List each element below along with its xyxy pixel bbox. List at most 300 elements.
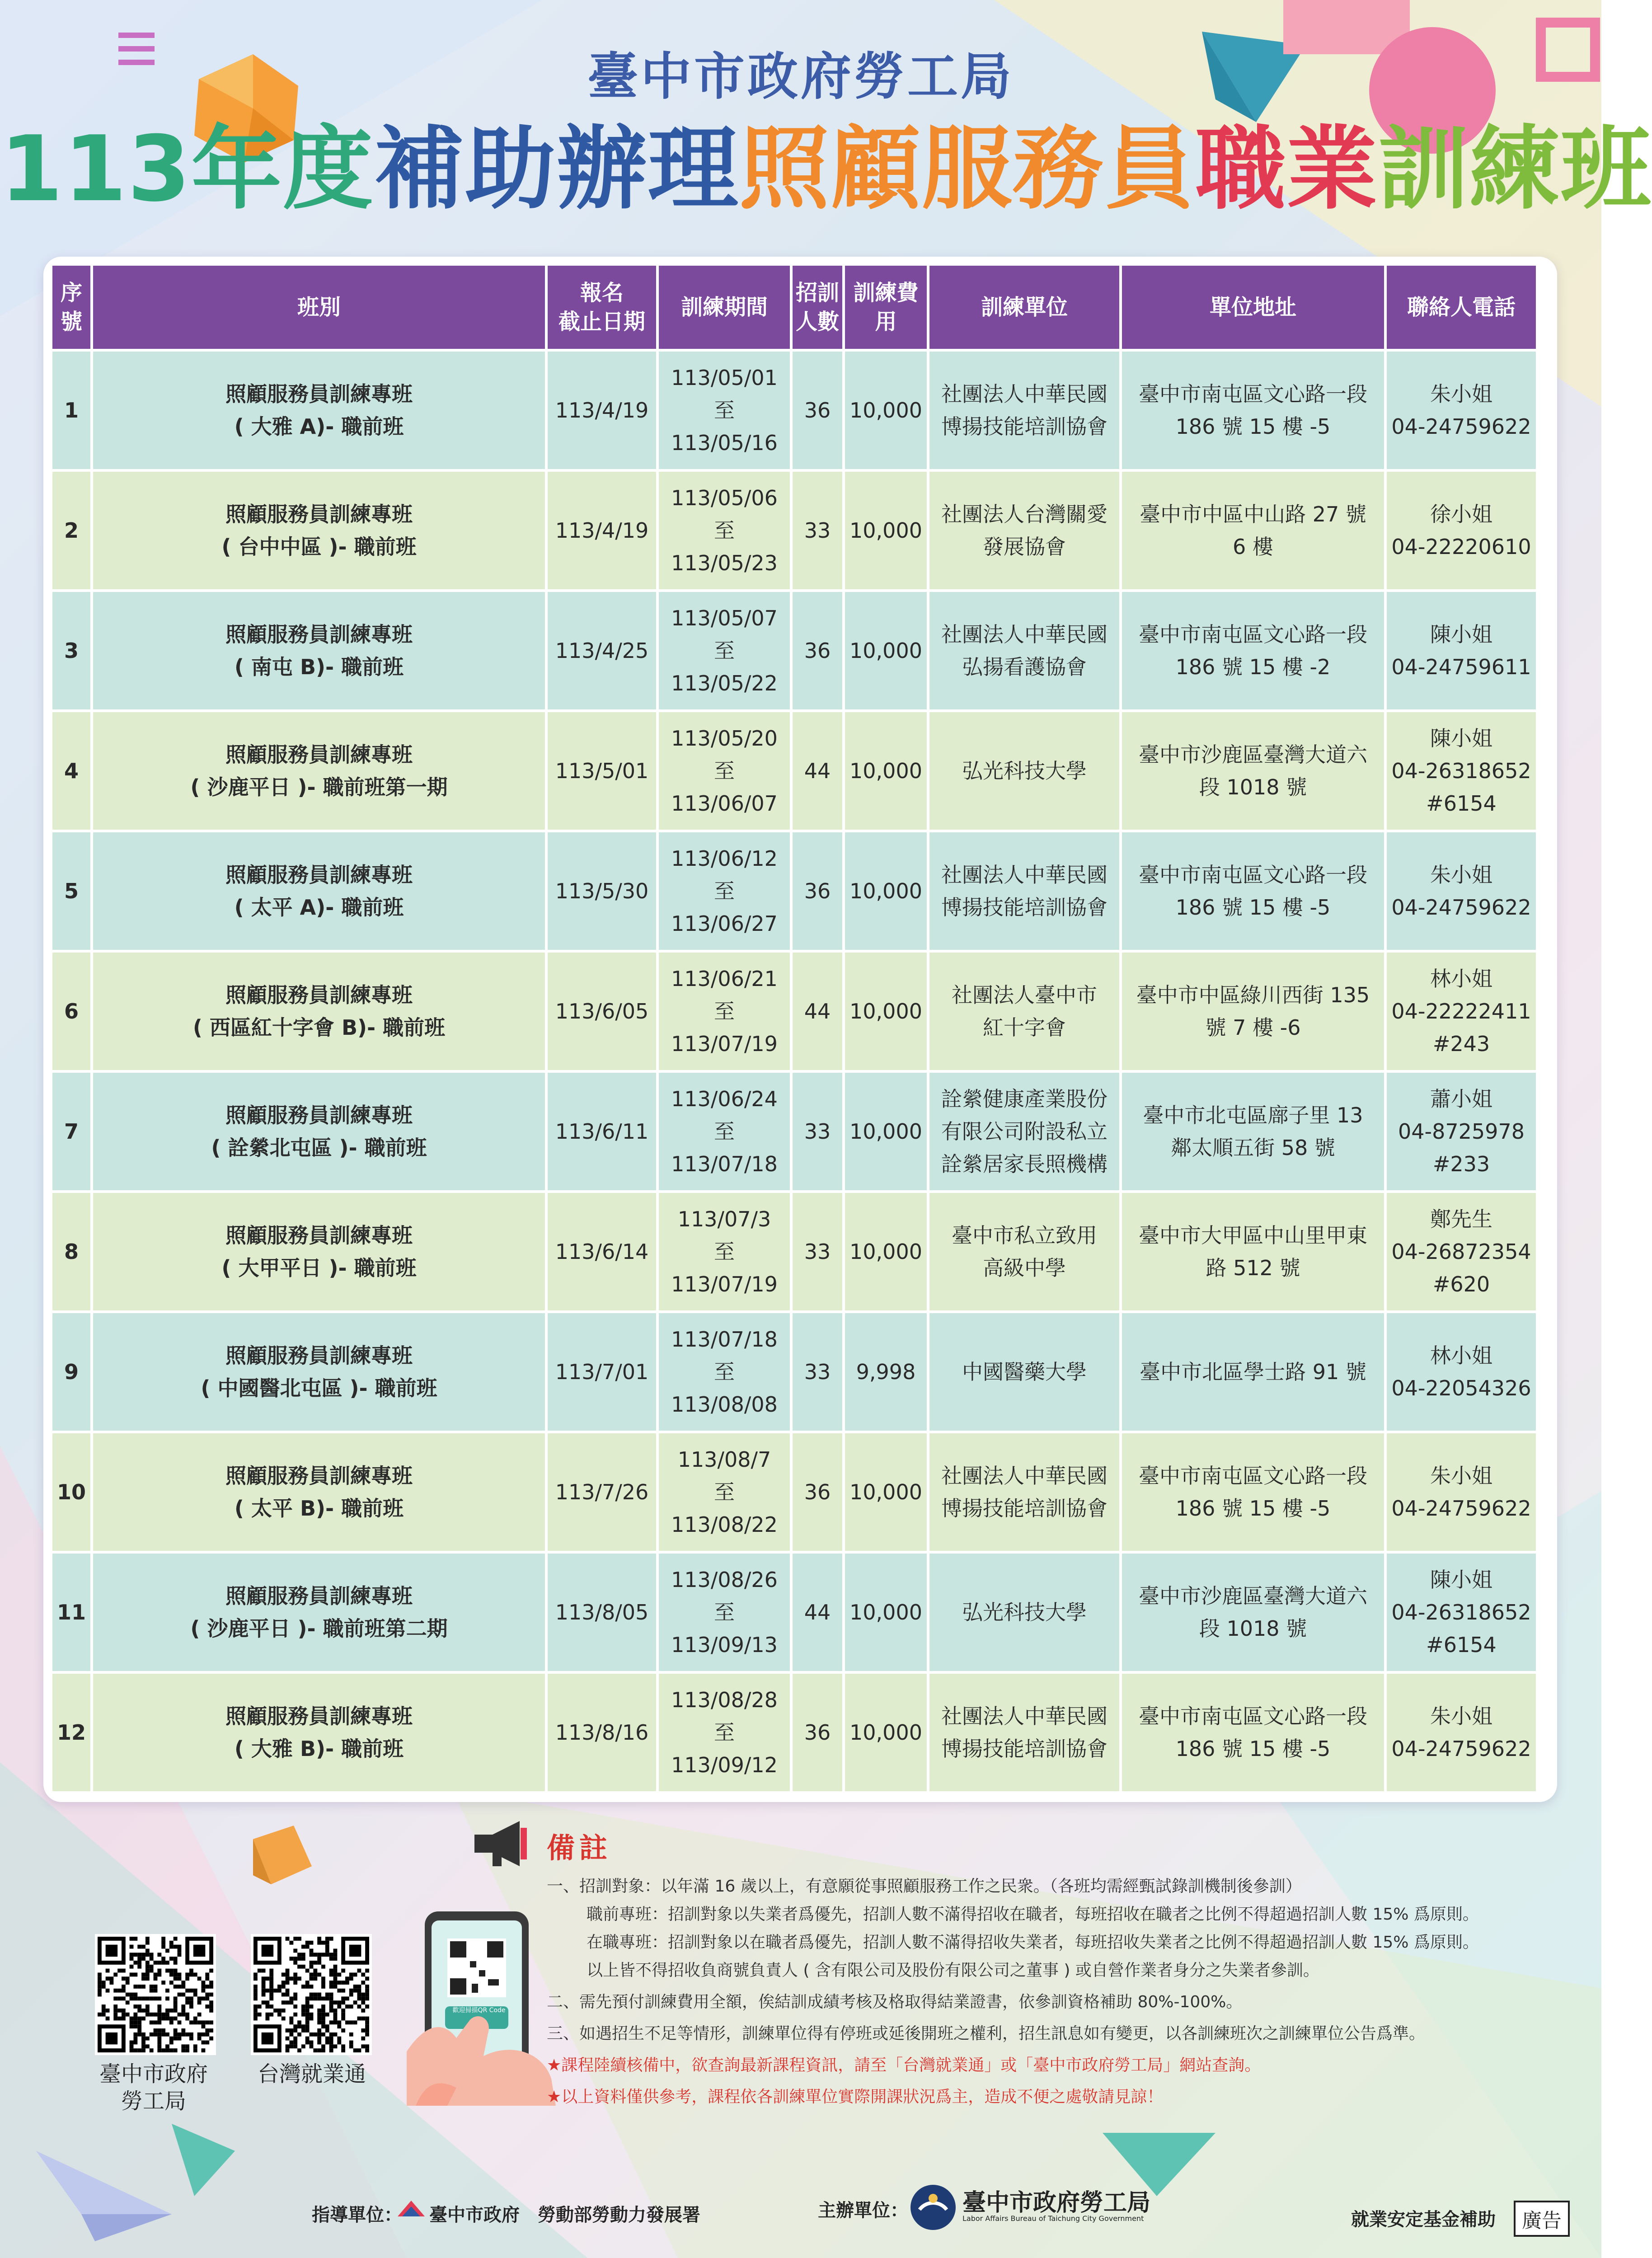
training-unit [929,592,1119,709]
row-number [52,953,90,1070]
deadline [548,712,656,830]
class-name-name2: ( 大雅 B)- 職前班 [234,1737,404,1761]
contact-contact2: 04-22222411 [1391,999,1531,1023]
class-name-name1: 照顧服務員訓練專班 [225,1223,413,1248]
labor-bureau-logo-icon [908,2183,958,2232]
deadline [548,953,656,1070]
seats [793,1193,842,1310]
deadline [548,472,656,589]
row-number [52,1313,90,1431]
contact [1387,953,1536,1070]
row-number [52,352,90,469]
class-name-name2: ( 沙鹿平日 )- 職前班第一期 [190,775,448,799]
host-org-en: Labor Affairs Bureau of Taichung City Government [962,2214,1144,2223]
contact-contact2: 04-22054326 [1391,1376,1531,1400]
unit-address [1122,352,1384,469]
training-unit-unit1: 臺中市私立致用 [951,1223,1097,1248]
unit-address-addr1: 臺中市南屯區文心路一段 [1138,622,1367,647]
contact-contact1: 朱小姐 [1430,1464,1492,1488]
contact-contact1: 朱小姐 [1430,863,1492,887]
seats-seats: 44 [804,1600,831,1624]
class-name-name1: 照顧服務員訓練專班 [225,1103,413,1127]
title-part-year: 113年度 [0,117,374,222]
training-period-start: 113/05/20 [671,726,778,751]
contact-contact1: 朱小姐 [1430,1704,1492,1728]
footer [0,2155,1601,2258]
deadline-deadline: 113/8/16 [555,1720,649,1745]
unit-address-addr1: 臺中市大甲區中山里甲東 [1138,1223,1367,1248]
class-name [93,352,545,469]
title-part-course: 訓練班 [1378,117,1652,222]
row-number-no: 8 [64,1239,79,1264]
table-row [52,1313,1536,1431]
seats [793,832,842,950]
contact [1387,1674,1536,1791]
seats-seats: 36 [804,879,831,903]
training-unit [929,712,1119,830]
class-name [93,1073,545,1190]
training-period-end: 113/07/19 [671,1032,778,1056]
unit-address [1122,1674,1384,1791]
contact-contact1: 徐小姐 [1430,502,1492,526]
note-line-1: 一、招訓對象：以年滿 16 歲以上，有意願從事照顧服務工作之民衆。（各班均需經甄試錄訓機制後參訓） [547,1877,1302,1896]
unit-address-addr2: 號 7 樓 -6 [1205,1015,1301,1040]
fee [845,1554,927,1671]
row-number [52,1073,90,1190]
contact [1387,832,1536,950]
unit-address-addr1: 臺中市中區中山路 27 號 [1140,502,1366,526]
unit-address-addr2: 186 號 15 樓 -5 [1175,895,1331,920]
training-unit-unit1: 中國醫藥大學 [962,1360,1087,1384]
deadline [548,832,656,950]
deadline-deadline: 113/4/19 [555,398,649,422]
training-unit-unit1: 社團法人中華民國 [941,1464,1108,1488]
contact-contact1: 鄭先生 [1430,1207,1492,1231]
training-unit-unit1: 社團法人中華民國 [941,863,1108,887]
training-period-start: 113/05/01 [671,366,778,390]
training-unit-unit2: 有限公司附設私立 [941,1119,1108,1144]
seats [793,1073,842,1190]
training-unit-unit1: 社團法人中華民國 [941,622,1108,647]
class-name-name2: ( 中國醫北屯區 )- 職前班 [201,1376,437,1400]
contact-contact3: #6154 [1426,1633,1497,1657]
contact-contact3: #233 [1432,1152,1490,1176]
unit-address-addr2: 6 樓 [1233,535,1273,559]
seats-seats: 44 [804,759,831,783]
training-period-end: 113/06/07 [671,791,778,816]
training-unit [929,1073,1119,1190]
table-row [52,592,1536,709]
training-period-start: 113/08/28 [671,1688,778,1712]
seats-seats: 33 [804,1119,831,1144]
row-number-no: 12 [57,1720,86,1745]
training-period [659,1193,790,1310]
unit-address-addr1: 臺中市南屯區文心路一段 [1138,1704,1367,1728]
seats-seats: 33 [804,1360,831,1384]
deadline [548,1674,656,1791]
note-line-6: 三、如遇招生不足等情形，訓練單位得有停班或延後開班之權利，招生訊息如有變更，以各訓練班次之訓練單位公告爲準。 [547,2024,1426,2043]
training-unit [929,832,1119,950]
row-number [52,712,90,830]
class-name [93,592,545,709]
fee-fee: 10,000 [849,1480,922,1504]
labor-bureau-label-line1: 臺中市政府 [99,2061,208,2087]
contact [1387,592,1536,709]
training-period-start: 113/07/18 [671,1327,778,1352]
unit-address-addr2: 鄰太順五街 58 號 [1171,1136,1335,1160]
fee [845,1073,927,1190]
training-period [659,1073,790,1190]
unit-address-addr2: 路 512 號 [1206,1256,1300,1280]
unit-address-addr2: 186 號 15 樓 -5 [1175,1496,1331,1521]
training-unit-unit1: 社團法人中華民國 [941,382,1108,406]
class-name-name1: 照顧服務員訓練專班 [225,1584,413,1608]
class-name-name1: 照顧服務員訓練專班 [225,382,413,406]
training-period [659,1433,790,1551]
labor-bureau-label-line2: 勞工局 [121,2089,186,2114]
fee [845,472,927,589]
unit-address [1122,712,1384,830]
megaphone-icon [470,1819,538,1868]
guidance-label: 指導單位： [312,2205,402,2225]
contact-contact1: 陳小姐 [1430,726,1492,751]
seats-seats: 33 [804,1239,831,1264]
class-name [93,1193,545,1310]
row-number-no: 1 [64,398,79,422]
training-unit [929,1554,1119,1671]
seats-seats: 36 [804,398,831,422]
training-period [659,1554,790,1671]
unit-address-addr1: 臺中市南屯區文心路一段 [1138,1464,1367,1488]
unit-address-addr1: 臺中市南屯區文心路一段 [1138,382,1367,406]
fee [845,1433,927,1551]
fee [845,352,927,469]
ad-label: 廣告 [1514,2201,1570,2237]
title-part-vocational: 職業 [1195,117,1378,222]
training-period-start: 113/05/07 [671,606,778,630]
contact-contact2: 04-26318652 [1391,759,1531,783]
table-row [52,1073,1536,1190]
contact-contact3: #620 [1432,1272,1490,1296]
unit-address-addr2: 186 號 15 樓 -2 [1175,655,1331,679]
training-period [659,1674,790,1791]
class-name-name1: 照顧服務員訓練專班 [225,983,413,1007]
row-number-no: 9 [64,1360,79,1384]
class-name [93,1674,545,1791]
unit-address [1122,1073,1384,1190]
class-name [93,1433,545,1551]
training-period-to: 至 [714,1119,735,1144]
training-period-to: 至 [714,759,735,783]
fee [845,1313,927,1431]
taichung-logo-icon [398,2198,425,2221]
unit-address-addr2: 186 號 15 樓 -5 [1175,1737,1331,1761]
contact [1387,1073,1536,1190]
training-period-to: 至 [714,1480,735,1504]
training-unit [929,472,1119,589]
seats-seats: 36 [804,1720,831,1745]
seats [793,1674,842,1791]
fee-fee: 10,000 [849,518,922,543]
fee-fee: 10,000 [849,1119,922,1144]
row-number-no: 11 [57,1600,86,1624]
note-line-5: 二、需先預付訓練費用全額，俟結訓成績考核及格取得結業證書，依參訓資格補助 80%-100%。 [547,1993,1243,2011]
contact-contact1: 林小姐 [1430,967,1492,991]
class-name-name1: 照顧服務員訓練專班 [225,1464,413,1488]
seats [793,1313,842,1431]
deadline-deadline: 113/6/14 [555,1239,649,1264]
row-number-no: 2 [64,518,79,543]
unit-address-addr2: 186 號 15 樓 -5 [1175,414,1331,439]
header-address: 單位地址 [1122,266,1384,349]
unit-address [1122,953,1384,1070]
contact-contact1: 蕭小姐 [1430,1087,1492,1111]
seats-seats: 36 [804,1480,831,1504]
training-period-to: 至 [714,1360,735,1384]
fee-fee: 10,000 [849,1239,922,1264]
note-star-2: ★以上資料僅供參考，課程依各訓練單位實際開課狀況爲主，造成不便之處敬請見諒！ [547,2088,1164,2106]
row-number [52,1433,90,1551]
unit-address [1122,1554,1384,1671]
training-unit-unit1: 社團法人台灣關愛 [941,502,1108,526]
unit-address-addr1: 臺中市沙鹿區臺灣大道六 [1138,1584,1367,1608]
contact-contact2: 04-8725978 [1398,1119,1525,1144]
contact-contact2: 04-22220610 [1391,535,1531,559]
fee [845,1193,927,1310]
deadline-deadline: 113/4/19 [555,518,649,543]
labor-bureau-qr-code[interactable] [95,1934,216,2055]
contact [1387,472,1536,589]
title-part-subsidy: 補助辦理 [374,117,739,222]
table-row [52,1674,1536,1791]
table-row [52,1433,1536,1551]
fee-fee: 10,000 [849,759,922,783]
training-unit-unit3: 詮縈居家長照機構 [941,1152,1108,1176]
table-header-row [52,266,1536,349]
training-period [659,953,790,1070]
training-unit-unit2: 弘揚看護協會 [962,655,1087,679]
taiwanjobs-qr-code[interactable] [251,1934,372,2055]
training-period-start: 113/08/7 [677,1447,771,1472]
contact [1387,1433,1536,1551]
deadline [548,1313,656,1431]
training-period-to: 至 [714,638,735,663]
header-period: 訓練期間 [659,266,790,349]
header-contact: 聯絡人電話 [1387,266,1536,349]
header-no: 序 號 [52,266,90,349]
training-period-end: 113/09/13 [671,1633,778,1657]
class-name-name2: ( 詮縈北屯區 )- 職前班 [211,1136,427,1160]
training-unit-unit1: 詮縈健康產業股份 [941,1087,1108,1111]
training-unit-unit2: 博揚技能培訓協會 [941,1496,1108,1521]
class-name-name2: ( 大甲平日 )- 職前班 [221,1256,417,1280]
contact-contact1: 林小姐 [1430,1343,1492,1368]
deadline [548,592,656,709]
training-period [659,472,790,589]
seats [793,1554,842,1671]
contact-contact2: 04-24759622 [1391,895,1531,920]
header-fee: 訓練費 用 [845,266,927,349]
contact [1387,352,1536,469]
training-unit [929,1313,1119,1431]
class-name [93,1313,545,1431]
fee-fee: 10,000 [849,398,922,422]
class-name-name1: 照顧服務員訓練專班 [225,1343,413,1368]
row-number [52,1674,90,1791]
row-number [52,592,90,709]
training-period-end: 113/05/23 [671,551,778,575]
fee [845,953,927,1070]
class-name [93,712,545,830]
seats [793,592,842,709]
class-name-name1: 照顧服務員訓練專班 [225,1704,413,1728]
fee-fee: 10,000 [849,999,922,1023]
training-period-to: 至 [714,398,735,422]
deadline-deadline: 113/6/05 [555,999,649,1023]
seats-seats: 44 [804,999,831,1023]
training-unit-unit2: 高級中學 [982,1256,1066,1280]
row-number [52,832,90,950]
class-name [93,472,545,589]
contact [1387,712,1536,830]
unit-address [1122,1433,1384,1551]
training-unit [929,1433,1119,1551]
table-row [52,1193,1536,1310]
contact [1387,1554,1536,1671]
class-name-name2: ( 台中中區 )- 職前班 [221,535,417,559]
taiwanjobs-qr-label: 台灣就業通 [257,2061,366,2087]
training-unit-unit1: 社團法人中華民國 [941,1704,1108,1728]
contact-contact3: #6154 [1426,791,1497,816]
training-unit-unit1: 弘光科技大學 [962,759,1087,783]
training-period-to: 至 [714,518,735,543]
contact-contact2: 04-24759611 [1391,655,1531,679]
training-unit [929,1193,1119,1310]
class-name-name2: ( 太平 A)- 職前班 [234,895,404,920]
class-name-name1: 照顧服務員訓練專班 [225,742,413,767]
seats-seats: 36 [804,638,831,663]
schedule-card [43,257,1557,1802]
unit-address [1122,592,1384,709]
class-name-name2: ( 沙鹿平日 )- 職前班第二期 [190,1616,448,1641]
row-number [52,1554,90,1671]
row-number-no: 5 [64,879,79,903]
class-name-name2: ( 太平 B)- 職前班 [234,1496,404,1521]
schedule-table [50,263,1539,1794]
training-period-end: 113/06/27 [671,911,778,936]
contact-contact2: 04-24759622 [1391,1737,1531,1761]
contact-contact2: 04-24759622 [1391,414,1531,439]
row-number-no: 10 [57,1480,86,1504]
table-row [52,352,1536,469]
contact-contact1: 陳小姐 [1430,1568,1492,1592]
deadline-deadline: 113/6/11 [555,1119,649,1144]
training-period-start: 113/08/26 [671,1568,778,1592]
organizer-title: 臺中市政府勞工局 [587,47,1014,106]
seats [793,712,842,830]
training-period [659,712,790,830]
deadline-deadline: 113/5/30 [555,879,649,903]
table-row [52,1554,1536,1671]
class-name-name2: ( 南屯 B)- 職前班 [234,655,404,679]
class-name-name2: ( 大雅 A)- 職前班 [234,414,404,439]
fee [845,592,927,709]
deadline-deadline: 113/7/01 [555,1360,649,1384]
unit-address-addr1: 臺中市中區綠川西街 135 [1136,983,1370,1007]
class-name [93,953,545,1070]
unit-address [1122,832,1384,950]
deadline-deadline: 113/8/05 [555,1600,649,1624]
contact-contact2: 04-24759622 [1391,1496,1531,1521]
training-unit-unit2: 發展協會 [982,535,1066,559]
unit-address [1122,1193,1384,1310]
training-period-end: 113/09/12 [671,1753,778,1777]
poster-title [0,115,1652,224]
fee [845,832,927,950]
seats-seats: 33 [804,518,831,543]
training-period-to: 至 [714,999,735,1023]
table-row [52,953,1536,1070]
training-period-end: 113/07/18 [671,1152,778,1176]
class-name [93,1554,545,1671]
class-name-name1: 照顧服務員訓練專班 [225,502,413,526]
schedule-body [52,352,1536,1791]
training-period-end: 113/05/22 [671,671,778,695]
header-unit: 訓練單位 [929,266,1119,349]
training-period-end: 113/08/08 [671,1392,778,1417]
fee [845,1674,927,1791]
training-unit [929,352,1119,469]
training-unit-unit2: 博揚技能培訓協會 [941,895,1108,920]
labor-bureau-qr-label [77,2061,230,2115]
training-unit-unit2: 博揚技能培訓協會 [941,414,1108,439]
title-part-caregiver: 照顧服務員 [739,117,1196,222]
header-seats: 招訓 人數 [793,266,842,349]
notes-title: 備註 [547,1831,612,1864]
contact [1387,1313,1536,1431]
header-class: 班別 [93,266,545,349]
deadline [548,1073,656,1190]
contact [1387,1193,1536,1310]
unit-address [1122,1313,1384,1431]
deadline-deadline: 113/5/01 [555,759,649,783]
unit-address-addr1: 臺中市北區學士路 91 號 [1140,1360,1366,1384]
row-number-no: 4 [64,759,79,783]
deadline-deadline: 113/4/25 [555,638,649,663]
note-line-2: 職前專班：招訓對象以失業者爲優先，招訓人數不滿得招收在職者，每班招收在職者之比例不得超過招訓人數 15% 爲原則。 [587,1905,1479,1924]
row-number-no: 6 [64,999,79,1023]
contact-contact2: 04-26872354 [1391,1239,1531,1264]
seats [793,472,842,589]
note-line-3: 在職專班：招訓對象以在職者爲優先，招訓人數不滿得招收失業者，每班招收失業者之比例不得超過招訓人數 15% 爲原則。 [587,1933,1479,1952]
deadline [548,1433,656,1551]
training-unit-unit1: 弘光科技大學 [962,1600,1087,1624]
fund-text: 就業安定基金補助 [1351,2209,1496,2230]
host-label: 主辦單位： [818,2200,908,2221]
training-period-start: 113/05/06 [671,486,778,510]
note-star-1: ★課程陸續核備中，欲查詢最新課程資訊，請至「台灣就業通」或「臺中市政府勞工局」網站查詢。 [547,2056,1261,2075]
training-period [659,592,790,709]
contact-contact3: #243 [1432,1032,1490,1056]
deadline [548,352,656,469]
header-deadline: 報名 截止日期 [548,266,656,349]
table-row [52,712,1536,830]
training-period [659,1313,790,1431]
contact-contact2: 04-26318652 [1391,1600,1531,1624]
unit-address-addr1: 臺中市南屯區文心路一段 [1138,863,1367,887]
training-period-start: 113/06/24 [671,1087,778,1111]
deadline [548,1193,656,1310]
